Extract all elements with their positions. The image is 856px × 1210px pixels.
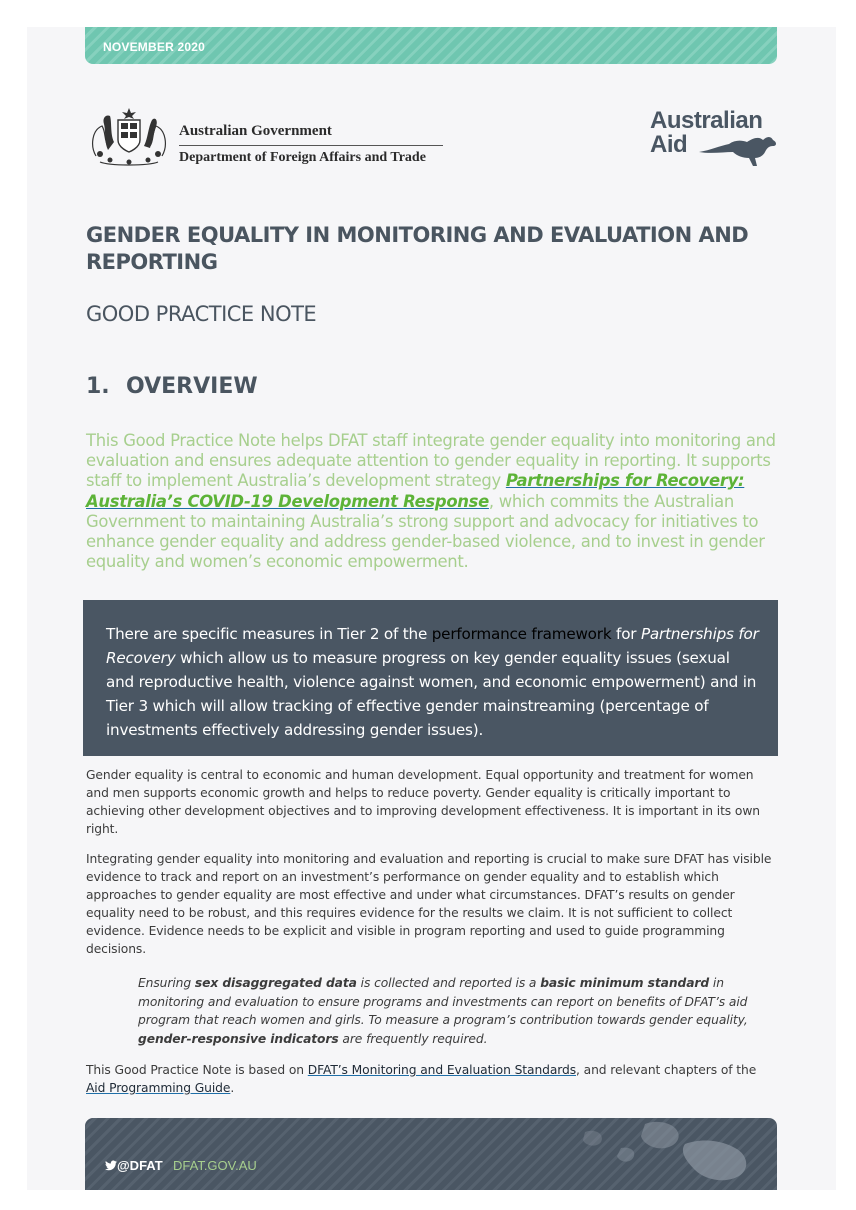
dotted-map-icon bbox=[525, 1118, 777, 1190]
callout-box bbox=[83, 600, 778, 756]
body-paragraph-2: Integrating gender equality into monitoring and evaluation and reporting is crucial to make sure DFAT has visible evidence to track and report on an investment’s performance on gender equality and to establish which approaches to gender equality are most effective and under what circumstances. DFAT’s results on gender equality need to be robust, and this requires evidence for the results we claim. It is not sufficient to collect evidence. Evidence needs to be explicit and visible in program reporting and used to guide programming decisions. bbox=[86, 852, 772, 956]
quote-block bbox=[138, 974, 778, 1048]
callout-text-part: There are specific measures in Tier 2 of the bbox=[106, 625, 432, 643]
section-heading bbox=[86, 374, 258, 399]
callout-text-part: for bbox=[611, 625, 641, 643]
closing-text: This Good Practice Note is based on bbox=[86, 1063, 308, 1077]
section-title: OVERVIEW bbox=[126, 374, 258, 399]
document-subtitle: GOOD PRACTICE NOTE bbox=[86, 302, 317, 326]
callout-text-part: which allow us to measure progress on key gender equality issues (sexual and reproductive health, violence against women, and economic empowerment) and in Tier 3 which will allow tracking of effective gender mainstreaming (percentage of investments effectively addressing gender issues). bbox=[106, 649, 757, 739]
me-standards-link[interactable]: DFAT’s Monitoring and Evaluation Standards bbox=[307, 1063, 577, 1077]
aid-programming-guide-link[interactable]: Aid Programming Guide bbox=[86, 1081, 231, 1095]
partnerships-for-recovery-link[interactable]: Partnerships for Recovery: Australia’s COVID-19 Development Response bbox=[86, 471, 745, 511]
quote-text: is collected and reported is a bbox=[356, 976, 541, 990]
twitter-icon bbox=[105, 1160, 117, 1171]
coat-of-arms-icon bbox=[86, 106, 172, 170]
twitter-handle-text: @DFAT bbox=[117, 1158, 163, 1173]
kangaroo-icon bbox=[697, 132, 779, 168]
callout-italic: Partnerships for Recovery bbox=[106, 625, 759, 667]
aid-logo-line2: Aid bbox=[650, 131, 688, 158]
body-paragraph-1: Gender equality is central to economic and human development. Equal opportunity and treatment for women and men supports economic growth and helps to reduce poverty. Gender equality is critically important to achieving other development objectives and to improving development effectiveness. It is important in its own right. bbox=[86, 768, 760, 836]
website-link[interactable]: DFAT.GOV.AU bbox=[173, 1158, 257, 1173]
quote-bold: sex disaggregated data bbox=[194, 976, 357, 990]
intro-paragraph bbox=[86, 431, 786, 572]
callout-text bbox=[106, 622, 761, 742]
document-title: GENDER EQUALITY IN MONITORING AND EVALUATION AND REPORTING bbox=[86, 223, 749, 274]
intro-text: , which commits the Australian Government to maintaining Australia’s strong support and advocacy for initiatives to enhance gender equality and address gender-based violence, and to invest in gender equality and women’s economic empowerment. bbox=[86, 491, 765, 572]
divider bbox=[179, 145, 443, 146]
performance-framework-highlight: performance framework bbox=[431, 625, 612, 643]
quote-bold: basic minimum standard bbox=[540, 976, 710, 990]
publication-date: NOVEMBER 2020 bbox=[103, 40, 205, 54]
government-name: Australian Government bbox=[179, 123, 332, 139]
section-number: 1. bbox=[86, 374, 110, 399]
aid-logo-line1: Australian bbox=[650, 107, 763, 134]
quote-bold: gender-responsive indicators bbox=[138, 1031, 339, 1046]
quote-text: Ensuring bbox=[138, 976, 195, 990]
intro-text: This Good Practice Note helps DFAT staff integrate gender equality into monitoring and evaluation and ensures adequate attention to gender equality in reporting. It supports staff to implement Australia’s development strategy bbox=[86, 431, 776, 491]
quote-text: are frequently required. bbox=[338, 1031, 488, 1046]
closing-text: . bbox=[230, 1081, 235, 1095]
department-name: Department of Foreign Affairs and Trade bbox=[179, 150, 426, 165]
footer-banner bbox=[85, 1118, 777, 1190]
closing-text: , and relevant chapters of the bbox=[576, 1063, 757, 1077]
twitter-handle[interactable] bbox=[105, 1158, 163, 1173]
closing-paragraph bbox=[86, 1061, 776, 1097]
date-banner bbox=[85, 27, 777, 64]
quote-text: in monitoring and evaluation to ensure programs and investments can report on benefits of DFAT’s aid program that reach women and girls. To measure a program’s contribution towards gender equality, bbox=[138, 976, 748, 1027]
